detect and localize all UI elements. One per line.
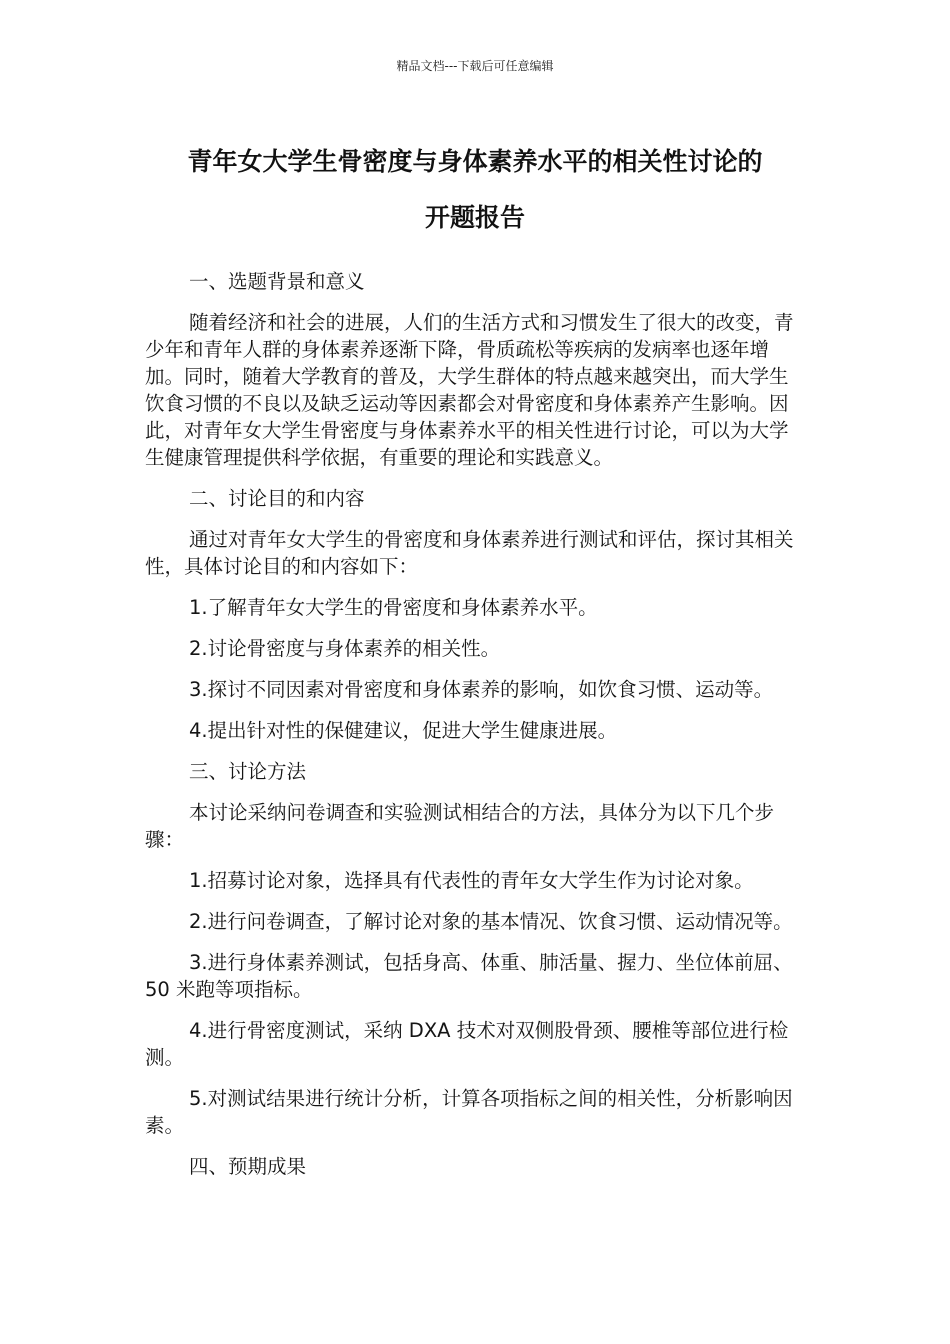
method-item-3: 3.进行身体素养测试，包括身高、体重、肺活量、握力、坐位体前屈、50 米跑等项指标。 <box>145 951 793 1001</box>
method-item-4: 4.进行骨密度测试，采纳 DXA 技术对双侧股骨颈、腰椎等部位进行检测。 <box>145 1019 789 1069</box>
objective-item-3: 3.探讨不同因素对骨密度和身体素养的影响，如饮食习惯、运动等。 <box>189 678 774 701</box>
objective-item-4: 4.提出针对性的保健建议，促进大学生健康进展。 <box>189 719 618 742</box>
section-heading-outcomes: 四、预期成果 <box>189 1155 307 1178</box>
background-paragraph: 随着经济和社会的进展，人们的生活方式和习惯发生了很大的改变，青少年和青年人群的身体素养逐渐下降，骨质疏松等疾病的发病率也逐年增加。同时，随着大学教育的普及，大学生群体的特点越来越突出，而大学生饮食习惯的不良以及缺乏运动等因素都会对骨密度和身体素养产生影响。因此，对青年女大学生骨密度与身体素养水平的相关性进行讨论，可以为大学生健康管理提供科学依据，有重要的理论和实践意义。 <box>145 311 794 469</box>
title-line-2: 开题报告 <box>424 203 525 232</box>
section-heading-objectives: 二、讨论目的和内容 <box>189 487 365 510</box>
method-item-1: 1.招募讨论对象，选择具有代表性的青年女大学生作为讨论对象。 <box>189 869 754 892</box>
section-heading-background: 一、选题背景和意义 <box>189 270 365 293</box>
objective-item-2: 2.讨论骨密度与身体素养的相关性。 <box>189 637 501 660</box>
section-heading-methods: 三、讨论方法 <box>189 760 307 783</box>
objectives-intro: 通过对青年女大学生的骨密度和身体素养进行测试和评估，探讨其相关性，具体讨论目的和内容如下： <box>145 528 794 578</box>
objective-item-1: 1.了解青年女大学生的骨密度和身体素养水平。 <box>189 596 598 619</box>
method-item-2: 2.进行问卷调查，了解讨论对象的基本情况、饮食习惯、运动情况等。 <box>189 910 793 933</box>
title-line-1: 青年女大学生骨密度与身体素养水平的相关性讨论的 <box>187 147 763 176</box>
method-item-5: 5.对测试结果进行统计分析，计算各项指标之间的相关性，分析影响因素。 <box>145 1087 793 1137</box>
document-title <box>120 134 830 246</box>
header-note: 精品文档---下载后可任意编辑 <box>396 59 554 73</box>
document-body <box>145 268 805 1194</box>
methods-intro: 本讨论采纳问卷调查和实验测试相结合的方法，具体分为以下几个步骤： <box>145 801 775 851</box>
